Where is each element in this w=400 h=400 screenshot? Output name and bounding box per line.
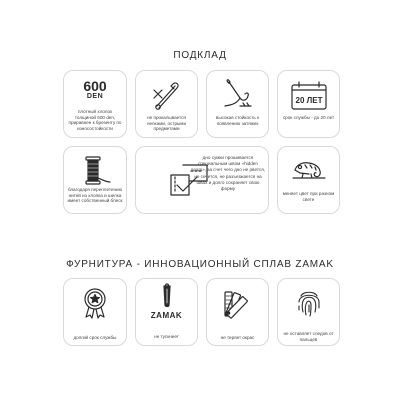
- calendar-icon: [278, 77, 339, 113]
- chameleon-caption: меняет цвет при разном свете: [282, 191, 335, 202]
- zamak-caption: не тускнеет: [154, 334, 179, 339]
- card-chameleon: [277, 146, 340, 214]
- card-palette: [206, 278, 269, 346]
- color-palette-icon: [207, 285, 268, 321]
- seam-text: дно сумки прошивается специальным швом «hidden seam», за счет чего дно не рвется, не сечется, не разъезжается на швах и долго сохраняет свою форму: [191, 155, 265, 192]
- medal-star-icon: [64, 285, 126, 321]
- card-fingerprint: [277, 278, 340, 346]
- lining-heading: ПОДКЛАД: [173, 50, 227, 61]
- years-caption: срок службы - до 20 лет: [282, 115, 335, 120]
- calendar-label: 20 ЛЕТ: [295, 96, 322, 105]
- density-caption: плотный хлопок толщиной 600 den, приравнен к брезенту по износостойкости: [68, 109, 122, 131]
- chameleon-icon: [278, 153, 339, 189]
- needle-thread-icon: [207, 77, 268, 113]
- medal-caption: долгий срок службы: [73, 335, 117, 340]
- stitch-caption: высокая стойкость к появлению затяжек: [215, 115, 260, 126]
- density-number: 600: [83, 78, 107, 94]
- card-zamak: [135, 278, 198, 346]
- hardware-heading: ФУРНИТУРА - ИННОВАЦИОННЫЙ СПЛАВ ZAMAK: [66, 259, 334, 270]
- zamak-logo-text: ZAMAK: [150, 311, 183, 320]
- card-stitch: [206, 70, 269, 138]
- card-seam: [135, 146, 269, 214]
- card-years: [277, 70, 340, 138]
- fingerprint-caption: не оставляет следов от пальцев: [283, 331, 334, 342]
- density-unit: DEN: [86, 93, 104, 100]
- safety-pin-icon: [136, 77, 197, 113]
- palette-caption: не теряет окрас: [220, 335, 255, 340]
- card-medal: [63, 278, 127, 346]
- fingerprint-icon: [278, 285, 339, 321]
- pin-caption: не прокалывается нелками, острыми предметами: [146, 115, 187, 132]
- zipper-icon: [136, 283, 197, 309]
- thread-caption: благодаря переплетению нитей из хлопка и шелка имеет собственный блеск: [67, 187, 123, 204]
- card-thread: [63, 146, 127, 214]
- card-pin: [135, 70, 198, 138]
- card-density: [63, 70, 127, 138]
- thread-spool-icon: [64, 153, 126, 189]
